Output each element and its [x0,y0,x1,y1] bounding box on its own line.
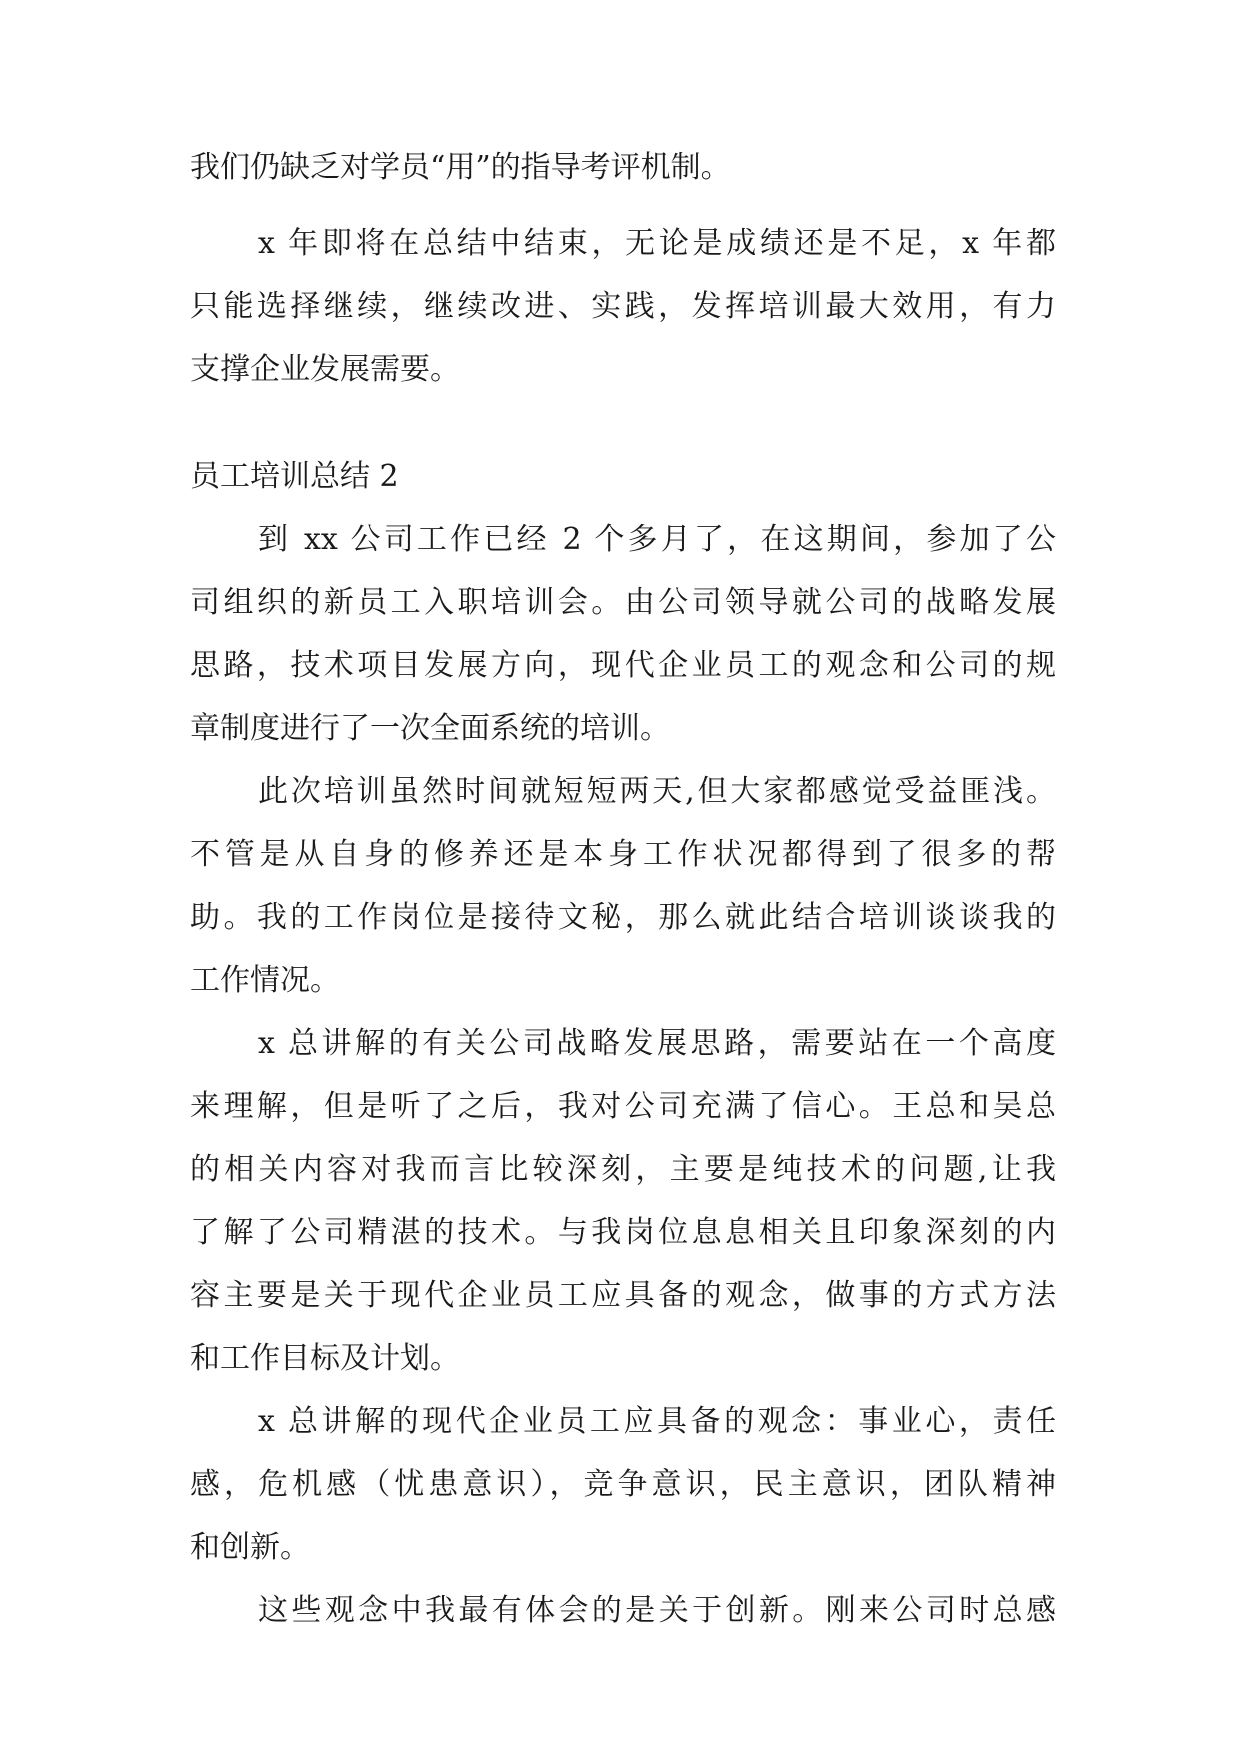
text-line: 这些观念中我最有体会的是关于创新。刚来公司时总感 [258,1593,1056,1628]
text-line: 到 xx 公司工作已经 2 个多月了，在这期间，参加了公 [258,522,1056,557]
text-line: 了解了公司精湛的技术。与我岗位息息相关且印象深刻的内 [190,1215,1056,1250]
text-line: x 总讲解的现代企业员工应具备的观念：事业心，责任 [258,1404,1056,1439]
text-line: 容主要是关于现代企业员工应具备的观念，做事的方式方法 [190,1278,1056,1313]
text-line: 不管是从自身的修养还是本身工作状况都得到了很多的帮 [190,837,1056,872]
text-line: 此次培训虽然时间就短短两天,但大家都感觉受益匪浅。 [258,774,1056,809]
text-line: 助。我的工作岗位是接待文秘，那么就此结合培训谈谈我的 [190,900,1056,935]
text-line: 和工作目标及计划。 [190,1341,460,1376]
section-heading: 员工培训总结 2 [190,459,399,494]
text-line: 来理解，但是听了之后，我对公司充满了信心。王总和吴总 [190,1089,1056,1124]
text-line: x 总讲解的有关公司战略发展思路，需要站在一个高度 [258,1026,1056,1061]
text-line: 我们仍缺乏对学员“用”的指导考评机制。 [190,150,731,185]
text-line: 工作情况。 [190,963,340,998]
text-line: 的相关内容对我而言比较深刻，主要是纯技术的问题,让我 [190,1152,1056,1187]
text-line: 和创新。 [190,1530,310,1565]
text-line: 只能选择继续，继续改进、实践，发挥培训最大效用，有力 [190,289,1056,324]
text-line: 思路，技术项目发展方向，现代企业员工的观念和公司的规 [190,648,1056,683]
text-line: x 年即将在总结中结束，无论是成绩还是不足，x 年都 [258,226,1056,261]
text-line: 感，危机感（忧患意识），竞争意识，民主意识，团队精神 [190,1467,1056,1502]
text-line: 支撑企业发展需要。 [190,352,460,387]
text-line: 司组织的新员工入职培训会。由公司领导就公司的战略发展 [190,585,1056,620]
text-line: 章制度进行了一次全面系统的培训。 [190,711,670,746]
